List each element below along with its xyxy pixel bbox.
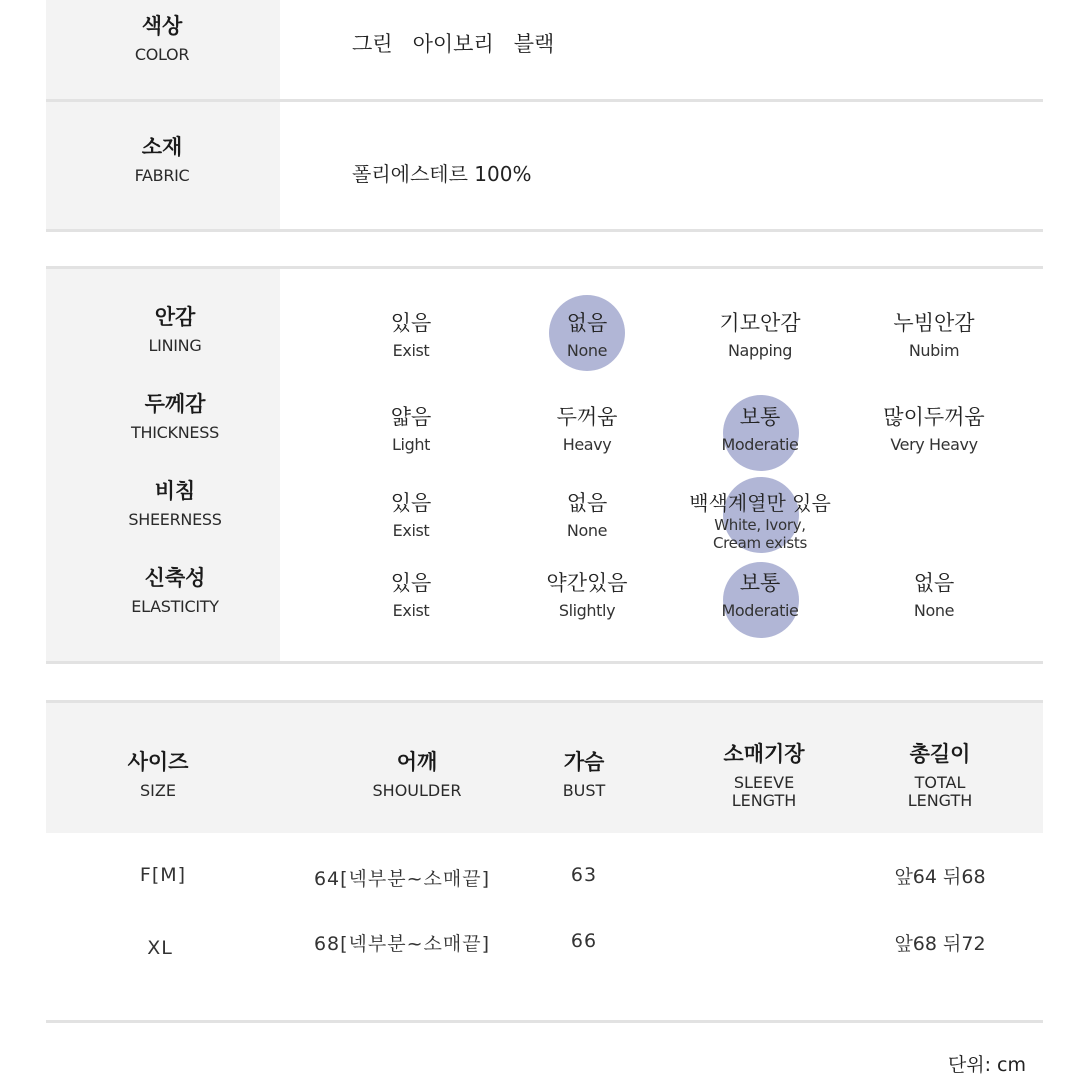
option-en: Moderatie [721, 435, 799, 454]
color-label [100, 14, 224, 64]
option-ko: 백색계열만 있음 [689, 491, 831, 515]
option-en: Exist [392, 601, 430, 620]
option-ko: 기모안감 [719, 311, 801, 335]
elasticity-label-ko: 신축성 [144, 566, 206, 590]
option-ko: 없음 [913, 571, 955, 595]
table-cell-size: F[M] [139, 864, 187, 886]
header-ko: 총길이 [909, 742, 971, 766]
option-ko: 많이두꺼움 [883, 405, 985, 429]
thickness-option [675, 401, 845, 454]
option-en: Light [392, 435, 430, 454]
header-shoulder [347, 746, 487, 800]
option-ko: 보통 [739, 405, 781, 429]
divider [46, 229, 1043, 232]
table-cell-total: 앞68 뒤72 [894, 933, 986, 955]
table-cell-size: XL [147, 937, 173, 959]
header-en: SIZE [140, 781, 176, 800]
sheerness-option [326, 487, 496, 540]
option-en: Very Heavy [890, 435, 978, 454]
header-en: SLEEVE [733, 773, 795, 792]
option-ko: 약간있음 [546, 571, 628, 595]
fabric-value: 폴리에스테르 100% [352, 162, 532, 186]
option-en: Nubim [908, 341, 960, 360]
fabric-label-en: FABRIC [134, 166, 190, 186]
header-en: BUST [562, 781, 606, 800]
elasticity-option [502, 567, 672, 620]
option-en: None [913, 601, 955, 620]
elasticity-option [326, 567, 496, 620]
divider [46, 1020, 1043, 1023]
unit-note: 단위: cm [947, 1054, 1026, 1076]
lining-option [502, 307, 672, 360]
header-size [98, 746, 218, 800]
thickness-option [326, 401, 496, 454]
option-en: White, Ivory, [714, 516, 806, 534]
fabric-label-ko: 소재 [141, 135, 183, 159]
option-en: Napping [727, 341, 793, 360]
option-ko: 얇음 [390, 405, 432, 429]
fabric-label [100, 135, 224, 185]
option-en: Slightly [558, 601, 616, 620]
option-ko: 누빔안감 [893, 311, 975, 335]
sheerness-option [665, 487, 855, 551]
option-ko: 없음 [566, 311, 608, 335]
thickness-option [849, 401, 1019, 454]
header-ko: 어깨 [396, 750, 438, 774]
table-cell-bust: 66 [570, 930, 598, 952]
color-label-en: COLOR [134, 45, 190, 65]
thickness-option [502, 401, 672, 454]
sheerness-option [502, 487, 672, 540]
lining-option [849, 307, 1019, 360]
option-en: Exist [392, 521, 430, 540]
sheerness-label-ko: 비침 [154, 479, 196, 503]
table-cell-bust: 63 [570, 864, 598, 886]
header-sleeve-length [699, 738, 829, 809]
header-bust [534, 746, 634, 800]
lining-option [326, 307, 496, 360]
color-value: 그린 아이보리 블랙 [352, 32, 555, 56]
thickness-label-en: THICKNESS [131, 423, 219, 443]
header-en: TOTAL [914, 773, 966, 792]
lining-label [110, 305, 240, 355]
option-en: Heavy [562, 435, 612, 454]
option-en: Exist [392, 341, 430, 360]
header-ko: 소매기장 [723, 742, 805, 766]
header-ko: 사이즈 [127, 750, 189, 774]
header-en: LENGTH [907, 790, 973, 810]
option-ko: 없음 [566, 491, 608, 515]
option-en: Cream exists [712, 533, 808, 552]
lining-option [675, 307, 845, 360]
color-label-ko: 색상 [141, 14, 183, 38]
option-ko: 두꺼움 [556, 405, 618, 429]
option-ko: 있음 [390, 571, 432, 595]
option-en: None [566, 341, 608, 360]
header-total-length [875, 738, 1005, 809]
option-en: None [566, 521, 608, 540]
option-ko: 있음 [390, 491, 432, 515]
header-en: LENGTH [731, 790, 797, 810]
sheerness-label [100, 479, 250, 529]
lining-label-ko: 안감 [154, 305, 196, 329]
header-en: SHOULDER [372, 781, 462, 800]
header-ko: 가슴 [563, 750, 605, 774]
lining-label-en: LINING [148, 336, 202, 356]
divider [46, 661, 1043, 664]
thickness-label [100, 392, 250, 442]
table-cell-shoulder: 68[넥부분~소매끝] [313, 933, 491, 955]
sheerness-label-en: SHEERNESS [128, 510, 222, 530]
elasticity-label [100, 566, 250, 616]
thickness-label-ko: 두께감 [144, 392, 206, 416]
option-en: Moderatie [721, 601, 799, 620]
option-ko: 보통 [739, 571, 781, 595]
elasticity-option [849, 567, 1019, 620]
elasticity-label-en: ELASTICITY [131, 597, 219, 617]
table-cell-total: 앞64 뒤68 [894, 866, 986, 888]
elasticity-option [675, 567, 845, 620]
table-cell-shoulder: 64[넥부분~소매끝] [313, 868, 491, 890]
option-ko: 있음 [390, 311, 432, 335]
